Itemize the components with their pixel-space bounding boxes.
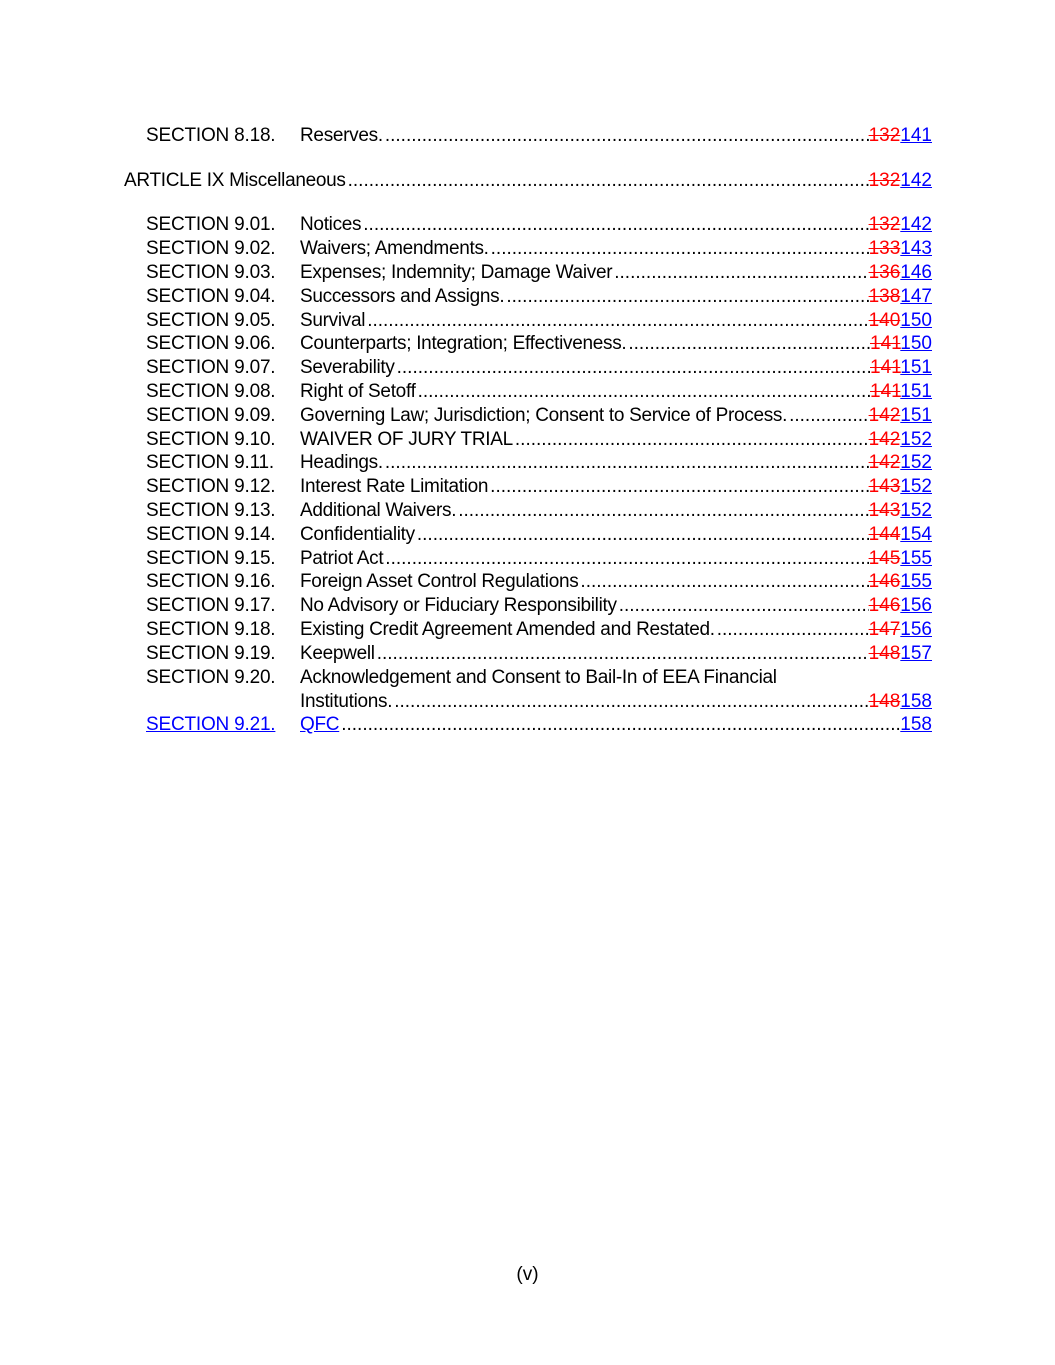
deleted-page-number: 141 [870, 357, 901, 378]
section-title: Waivers; Amendments. [300, 238, 489, 259]
section-number: SECTION 9.13. [146, 500, 276, 521]
deleted-page-number: 136 [868, 262, 901, 283]
inserted-page-number: 154 [900, 524, 932, 545]
inserted-page-number: 142 [900, 214, 932, 235]
deleted-page-number: 142 [868, 405, 901, 426]
inserted-page-number: 155 [900, 548, 932, 569]
page-numbers [869, 124, 932, 148]
section-title: QFC [300, 714, 340, 735]
section-number: SECTION 9.05. [146, 310, 276, 331]
inserted-page-number: 143 [900, 238, 932, 259]
page-numbers [869, 309, 932, 333]
dot-leader [348, 169, 869, 193]
inserted-page-number: 146 [900, 262, 932, 283]
page-numbers [870, 356, 932, 380]
deleted-page-number: 145 [868, 548, 901, 569]
toc-entry-row [300, 428, 932, 452]
page-numbers [869, 237, 932, 261]
section-number: SECTION 9.10. [146, 429, 276, 450]
page-numbers [869, 594, 932, 618]
section-number: SECTION 9.18. [146, 619, 276, 640]
deleted-page-number: 147 [868, 619, 901, 640]
toc-entry-row [300, 666, 932, 690]
page-numbers [869, 570, 932, 594]
section-number: SECTION 9.15. [146, 548, 276, 569]
toc-entry-row [300, 404, 932, 428]
section-number: SECTION 9.04. [146, 286, 276, 307]
page-numbers [869, 428, 932, 452]
inserted-page-number: 151 [900, 357, 932, 378]
dot-leader [515, 428, 869, 452]
dot-leader [385, 451, 869, 475]
section-title: Counterparts; Integration; Effectiveness. [300, 333, 627, 354]
toc-entry-row [300, 642, 932, 666]
page-numbers [870, 332, 932, 356]
section-title: Existing Credit Agreement Amended and Restated. [300, 619, 715, 640]
toc-entry-row-continued [300, 690, 932, 714]
deleted-page-number: 144 [868, 524, 901, 545]
toc-entry-row [300, 523, 932, 547]
dot-leader [397, 356, 870, 380]
inserted-page-number: 156 [900, 595, 932, 616]
deleted-page-number: 148 [868, 643, 901, 664]
section-title: Survival [300, 310, 366, 331]
deleted-page-number: 142 [868, 429, 901, 450]
dot-leader [394, 690, 868, 714]
deleted-page-number: 146 [868, 595, 901, 616]
deleted-page-number: 142 [868, 452, 901, 473]
page-numbers [869, 523, 932, 547]
deleted-page-number: 138 [868, 286, 901, 307]
toc-entry-row [300, 356, 932, 380]
section-title: Governing Law; Jurisdiction; Consent to Service of Process. [300, 405, 788, 426]
section-number: SECTION 9.16. [146, 571, 276, 592]
dot-leader [491, 237, 869, 261]
section-title: Expenses; Indemnity; Damage Waiver [300, 262, 613, 283]
section-number: SECTION 9.20. [146, 667, 276, 688]
section-title: Additional Waivers. [300, 500, 457, 521]
page-numbers [869, 475, 932, 499]
toc-entry-row [300, 594, 932, 618]
section-title: Interest Rate Limitation [300, 476, 489, 497]
toc-article-row [124, 169, 932, 193]
deleted-page-number: 132 [868, 170, 901, 191]
toc-entry-row [300, 213, 932, 237]
page-numbers [869, 261, 932, 285]
dot-leader [363, 213, 868, 237]
section-title: No Advisory or Fiduciary Responsibility [300, 595, 617, 616]
page-numbers [869, 404, 932, 428]
inserted-page-number: 158 [900, 714, 932, 735]
section-title: Headings. [300, 452, 383, 473]
section-number: SECTION 9.03. [146, 262, 276, 283]
toc-entry-row [300, 547, 932, 571]
deleted-page-number: 140 [868, 310, 901, 331]
section-number: SECTION 9.02. [146, 238, 276, 259]
section-title: WAIVER OF JURY TRIAL [300, 429, 513, 450]
inserted-page-number: 141 [900, 125, 932, 146]
section-title: Reserves. [300, 125, 383, 146]
deleted-page-number: 133 [868, 238, 901, 259]
dot-leader [580, 570, 868, 594]
section-title: Patriot Act [300, 548, 384, 569]
page-numbers [869, 499, 932, 523]
section-title: Foreign Asset Control Regulations [300, 571, 579, 592]
dot-leader [789, 404, 869, 428]
section-number: SECTION 9.09. [146, 405, 276, 426]
inserted-page-number: 155 [900, 571, 932, 592]
inserted-page-number: 151 [900, 405, 932, 426]
inserted-page-number: 147 [900, 286, 932, 307]
toc-entry-row [300, 237, 932, 261]
dot-leader [418, 380, 870, 404]
deleted-page-number: 143 [868, 476, 901, 497]
inserted-page-number: 152 [900, 429, 932, 450]
inserted-page-number: 158 [900, 691, 932, 712]
section-title-continued: Institutions. [300, 691, 393, 712]
toc-entry-row [300, 499, 932, 523]
section-number: SECTION 9.14. [146, 524, 276, 545]
dot-leader [341, 713, 900, 737]
toc-entry-row [300, 124, 932, 148]
toc-entry-row [300, 285, 932, 309]
deleted-page-number: 141 [870, 333, 901, 354]
deleted-page-number: 132 [868, 214, 901, 235]
dot-leader [377, 642, 869, 666]
section-title: Keepwell [300, 643, 375, 664]
dot-leader [628, 332, 870, 356]
page-numbers [869, 690, 932, 714]
toc-entry-row [300, 332, 932, 356]
deleted-page-number: 141 [870, 381, 901, 402]
section-number: SECTION 9.21. [146, 714, 276, 735]
inserted-page-number: 150 [900, 310, 932, 331]
toc-entry-row [300, 309, 932, 333]
page-numbers [869, 213, 932, 237]
inserted-page-number: 157 [900, 643, 932, 664]
section-number: SECTION 9.17. [146, 595, 276, 616]
page-numbers [869, 618, 932, 642]
section-number: SECTION 9.12. [146, 476, 276, 497]
dot-leader [619, 594, 869, 618]
toc-entry-row [300, 570, 932, 594]
section-number: SECTION 9.08. [146, 381, 276, 402]
section-title: Notices [300, 214, 362, 235]
deleted-page-number: 148 [868, 691, 901, 712]
page-numbers [869, 451, 932, 475]
dot-leader [458, 499, 868, 523]
section-title: Right of Setoff [300, 381, 416, 402]
section-number: SECTION 9.19. [146, 643, 276, 664]
toc-entry-row [300, 451, 932, 475]
deleted-page-number: 146 [868, 571, 901, 592]
toc-entry-row [300, 475, 932, 499]
inserted-page-number: 151 [900, 381, 932, 402]
section-number: SECTION 9.11. [146, 452, 274, 473]
dot-leader [506, 285, 868, 309]
dot-leader [614, 261, 868, 285]
article-title: ARTICLE IX Miscellaneous [124, 170, 346, 191]
toc-entry-row [300, 261, 932, 285]
page-numbers [869, 169, 932, 193]
dot-leader [417, 523, 869, 547]
toc-entry-row [300, 713, 932, 737]
dot-leader [367, 309, 868, 333]
dot-leader [490, 475, 868, 499]
inserted-page-number: 152 [900, 452, 932, 473]
deleted-page-number: 132 [868, 125, 901, 146]
inserted-page-number: 150 [900, 333, 932, 354]
section-number: SECTION 9.07. [146, 357, 276, 378]
inserted-page-number: 156 [900, 619, 932, 640]
dot-leader [385, 547, 868, 571]
section-title: Confidentiality [300, 524, 415, 545]
deleted-page-number: 143 [868, 500, 901, 521]
page-numbers [869, 547, 932, 571]
dot-leader [385, 124, 869, 148]
section-title: Acknowledgement and Consent to Bail-In of EEA Financial [300, 667, 777, 688]
inserted-page-number: 142 [900, 170, 932, 191]
section-number: SECTION 8.18. [146, 125, 276, 146]
toc-entry-row [300, 618, 932, 642]
page-numbers [870, 380, 932, 404]
section-number: SECTION 9.01. [146, 214, 276, 235]
inserted-page-number: 152 [900, 500, 932, 521]
dot-leader [717, 618, 869, 642]
page-numbers [900, 713, 932, 737]
section-title: Severability [300, 357, 395, 378]
toc-entry-row [300, 380, 932, 404]
inserted-page-number: 152 [900, 476, 932, 497]
section-number: SECTION 9.06. [146, 333, 276, 354]
page-numbers [869, 642, 932, 666]
page-number: (v) [516, 1264, 539, 1285]
page-numbers [869, 285, 932, 309]
section-title: Successors and Assigns. [300, 286, 505, 307]
